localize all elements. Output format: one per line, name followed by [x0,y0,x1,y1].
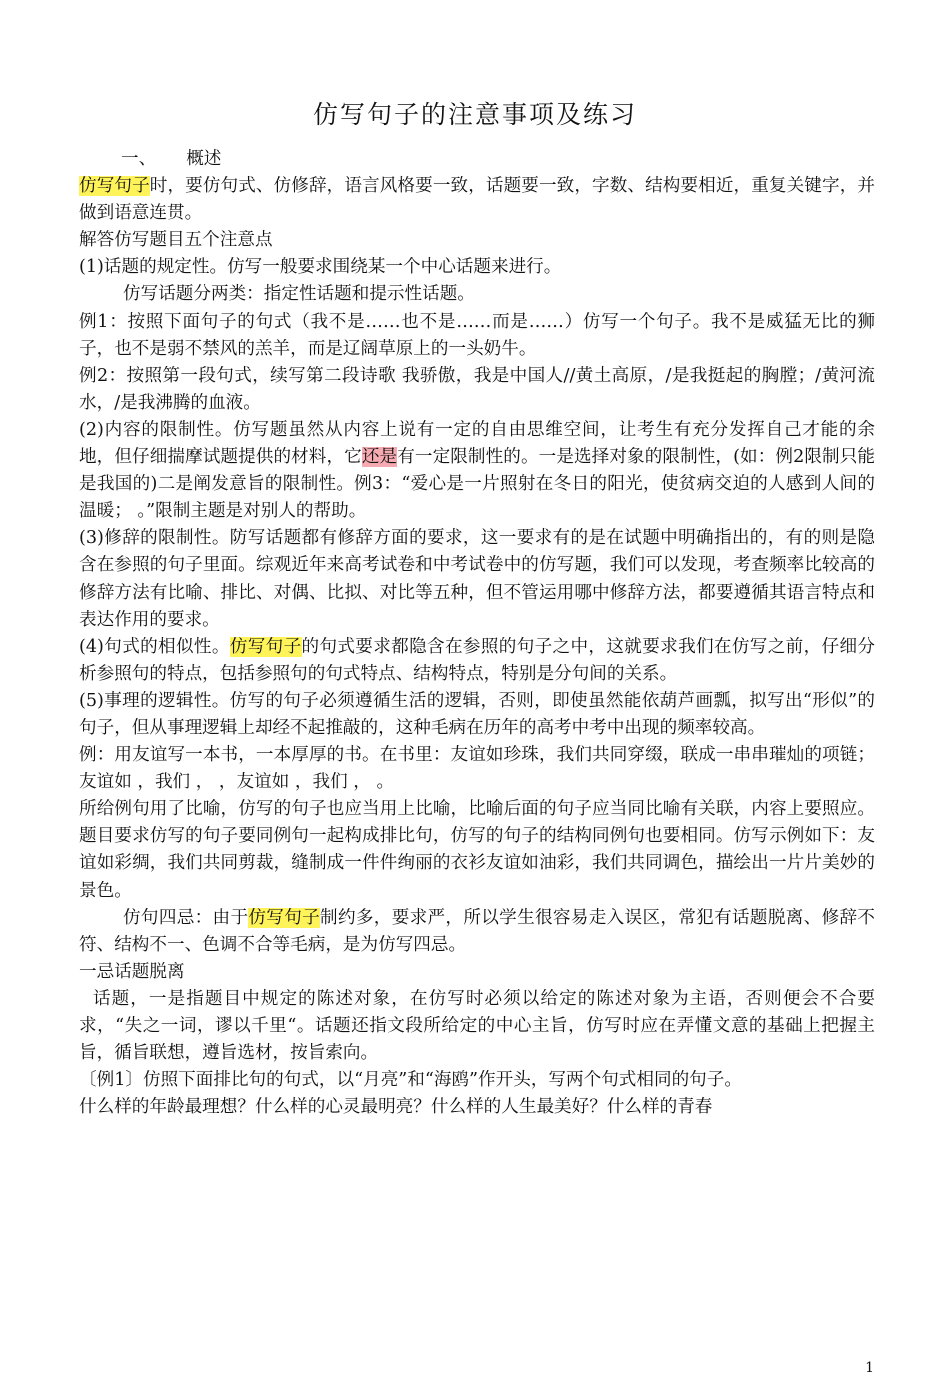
highlight-term: 仿写句子 [79,176,150,197]
pink-highlight: 还是 [361,447,398,468]
paragraph-text: 制约多，要求严，所以学生很容易走入误区，常犯有话题脱离、修辞不符、结构不一、色调不合等毛病，是为仿写四忌。 [79,907,875,955]
paragraph-point-4 [79,634,875,688]
paragraph-given-example: 所给例句用了比喻，仿写的句子也应当用上比喻，比喻后面的句子应当同比喻有关联，内容上要照应。题目要求仿写的句子要同例句一起构成排比句，仿写的句子的结构同例句也要相同。仿写示例如下：友谊如彩绸，我们共同剪裁，缝制成一件件绚丽的衣衫友谊如油彩，我们共同调色，描绘出一片片美妙的景色。 [79,799,875,901]
page-title: 仿写句子的注意事项及练习 [312,100,637,129]
paragraph-text: (2)内容的限制性。仿写题虽然从内容上说有一定的自由思维空间，让考生有充分发挥自己才能的余地，但仔细揣摩试题提供的材料，它 [79,419,875,468]
paragraph-four-taboos [79,905,875,959]
document-body [79,146,875,1121]
paragraph-text: 仿句四忌：由于 [123,907,249,928]
paragraph-example-1: 例1：按照下面句子的句式（我不是……也不是……而是……）仿写一个句子。我不是威猛无比的狮子，也不是弱不禁风的羔羊，而是辽阔草原上的一头奶牛。 [79,311,875,359]
paragraph-taboo-1: 一忌话题脱离 [79,961,185,982]
paragraph-intro [79,173,875,227]
paragraph-text: 的句式要求都隐含在参照的句子之中，这就要求我们在仿写之前，仔细分析参照句的特点，包括参照句的句式特点、结构特点，特别是分句间的关系。 [79,636,875,684]
paragraph-point-3: (3)修辞的限制性。防写话题都有修辞方面的要求，这一要求有的是在试题中明确指出的，有的则是隐含在参照的句子里面。综观近年来高考试卷和中考试卷中的仿写题，我们可以发现，考查频率比较高的修辞方法有比喻、排比、对偶、比拟、对比等五种，但不管运用哪中修辞方法，都要遵循其语言特点和表达作用的要求。 [79,528,875,630]
section-heading [79,146,875,173]
paragraph-five-points: 解答仿写题目五个注意点 [79,230,273,251]
paragraph-text: (4)句式的相似性。 [79,636,230,657]
section-label: 概述 [186,149,222,169]
paragraph-topic: 话题，一是指题目中规定的陈述对象，在仿写时必须以给定的陈述对象为主语，否则便会不合要求，“失之一词，谬以千里“。话题还指文段所给定的中心主旨，仿写时应在弄懂文意的基础上把握主旨，循旨联想，遵旨选材，按旨索向。 [79,988,875,1064]
paragraph-point-1: (1)话题的规定性。仿写一般要求围绕某一个中心话题来进行。 [79,257,562,278]
paragraph-point-2 [79,417,875,525]
paragraph-point-5: (5)事理的逻辑性。仿写的句子必须遵循生活的逻辑，否则，即使虽然能依葫芦画瓢，拟写出“形似”的句子，但从事理逻辑上却经不起推敲的，这种毛病在历年的高考中考中出现的频率较高。 [79,690,875,738]
highlight-term: 仿写句子 [248,907,321,928]
paragraph-example: 例：用友谊写一本书，一本厚厚的书。在书里：友谊如珍珠，我们共同穿缀，联成一串串璀灿的项链；友谊如 ，我们 ， ，友谊如 ，我们 ， 。 [79,745,875,793]
paragraph-point-1-detail: 仿写话题分两类：指定性话题和提示性话题。 [123,284,475,305]
page-number: 1 [865,1360,874,1376]
section-number: 一、 [121,149,157,169]
highlight-term: 仿写句子 [229,636,302,657]
paragraph-text: 时，要仿句式、仿修辞，语言风格要一致，话题要一致，字数、结构要相近，重复关键字，并做到语意连贯。 [79,176,875,224]
paragraph-text: 有一定限制性的。一是选择对象的限制性，(如：例2限制只能是我国的)二是阐发意旨的限制性。例3：“爱心是一片照射在冬日的阳光，使贫病交迫的人感到人间的温暖； 。”限制主题是对别人的帮助。 [79,447,875,522]
paragraph-example-2: 例2：按照第一段句式，续写第二段诗歌 我骄傲，我是中国人//黄土高原，/是我挺起的胸膛；/黄河流水，/是我沸腾的血液。 [79,365,875,413]
paragraph-example-bracket-1: 〔例1〕仿照下面排比句的句式，以“月亮”和“海鸥”作开头，写两个句式相同的句子。 [79,1070,742,1091]
paragraph-questions: 什么样的年龄最理想？什么样的心灵最明亮？什么样的人生最美好？什么样的青春 [79,1097,713,1118]
